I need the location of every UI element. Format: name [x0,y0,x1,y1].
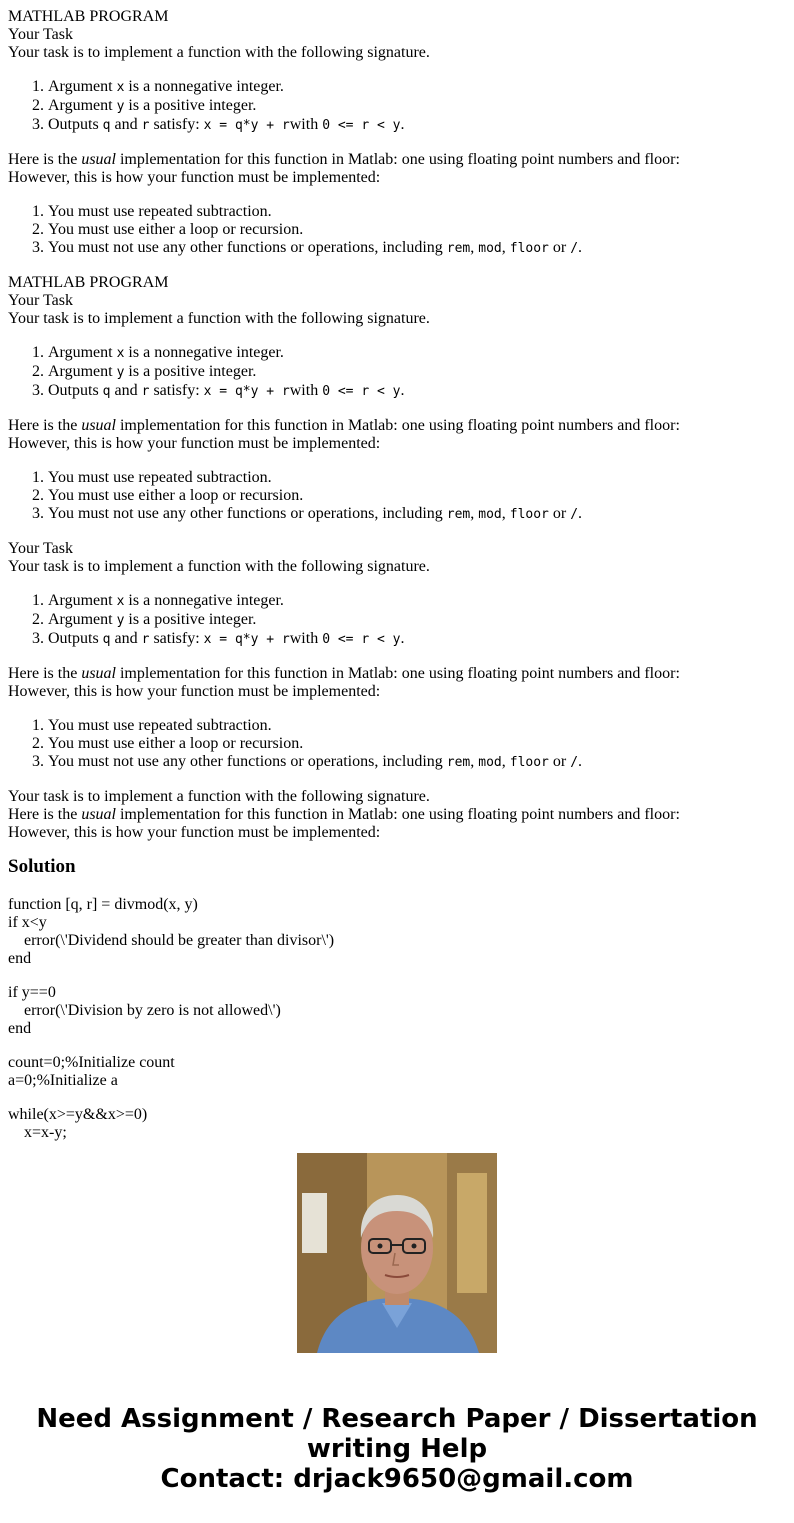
list-item: 3. Outputs q and r satisfy: x = q*y + rwith 0 <= r < y. [48,630,788,649]
arguments-list [8,592,788,649]
list-item: 1. You must use repeated subtraction. [48,717,788,735]
list-item: 1. You must use repeated subtraction. [48,203,788,221]
list-item: 2. You must use either a loop or recursion. [48,221,788,239]
task-intro: Your task is to implement a function with the following signature. [8,788,430,805]
however-text: However, this is how your function must be implemented: [8,824,381,841]
code-line: error(\'Dividend should be greater than divisor\') [24,932,335,949]
program-title: MATHLAB PROGRAM [8,8,169,25]
list-item: 3. Outputs q and r satisfy: x = q*y + rwith 0 <= r < y. [48,116,788,135]
task-intro: Your task is to implement a function with the following signature. [8,44,430,61]
task-heading: Your Task [8,292,73,309]
list-item: 2. Argument y is a positive integer. [48,97,788,116]
code-line: end [8,950,32,967]
list-item: 3. You must not use any other functions or operations, including rem, mod, floor or /. [48,753,788,772]
list-item: 1. You must use repeated subtraction. [48,469,788,487]
contact-email: Contact: drjack9650@gmail.com [160,1464,634,1494]
however-text: However, this is how your function must be implemented: [8,683,381,700]
code-line: function [q, r] = divmod(x, y) [8,896,198,913]
task-intro: Your task is to implement a function with the following signature. [8,310,430,327]
code-line: x=x-y; [24,1124,67,1141]
however-text: However, this is how your function must be implemented: [8,169,381,186]
solution-code [8,896,788,1142]
avatar-portrait-image [297,1153,497,1353]
usual-implementation-text: Here is the usual implementation for this function in Matlab: one using floating point numbers and floor: [8,665,680,682]
list-item: 2. Argument y is a positive integer. [48,363,788,382]
rules-list [8,469,788,524]
promo-line: writing Help [306,1434,488,1464]
list-item: 2. Argument y is a positive integer. [48,611,788,630]
list-item: 3. Outputs q and r satisfy: x = q*y + rwith 0 <= r < y. [48,382,788,401]
list-item: 1. Argument x is a nonnegative integer. [48,78,788,97]
list-item: 2. You must use either a loop or recursion. [48,735,788,753]
rules-list [8,203,788,258]
rules-list [8,717,788,772]
solution-heading: Solution [8,856,76,877]
list-item: 3. You must not use any other functions or operations, including rem, mod, floor or /. [48,505,788,524]
code-line: if x<y [8,914,47,931]
list-item: 1. Argument x is a nonnegative integer. [48,592,788,611]
usual-implementation-text: Here is the usual implementation for this function in Matlab: one using floating point numbers and floor: [8,417,680,434]
usual-implementation-text: Here is the usual implementation for this function in Matlab: one using floating point numbers and floor: [8,806,680,823]
program-title: MATHLAB PROGRAM [8,274,169,291]
task-heading: Your Task [8,540,73,557]
task-intro: Your task is to implement a function with the following signature. [8,558,430,575]
however-text: However, this is how your function must be implemented: [8,435,381,452]
promo-banner [0,1404,794,1494]
code-line: while(x>=y&&x>=0) [8,1106,148,1123]
code-line: end [8,1020,32,1037]
author-avatar [297,1153,497,1353]
list-item: 2. You must use either a loop or recursion. [48,487,788,505]
list-item: 3. You must not use any other functions or operations, including rem, mod, floor or /. [48,239,788,258]
promo-line: Need Assignment / Research Paper / Dissertation [36,1404,758,1434]
arguments-list [8,78,788,135]
task-heading: Your Task [8,26,73,43]
code-line: count=0;%Initialize count [8,1054,175,1071]
arguments-list [8,344,788,401]
usual-implementation-text: Here is the usual implementation for this function in Matlab: one using floating point numbers and floor: [8,151,680,168]
list-item: 1. Argument x is a nonnegative integer. [48,344,788,363]
code-line: a=0;%Initialize a [8,1072,118,1089]
article-content [8,8,788,1141]
code-line: if y==0 [8,984,56,1001]
code-line: error(\'Division by zero is not allowed\') [24,1002,281,1019]
